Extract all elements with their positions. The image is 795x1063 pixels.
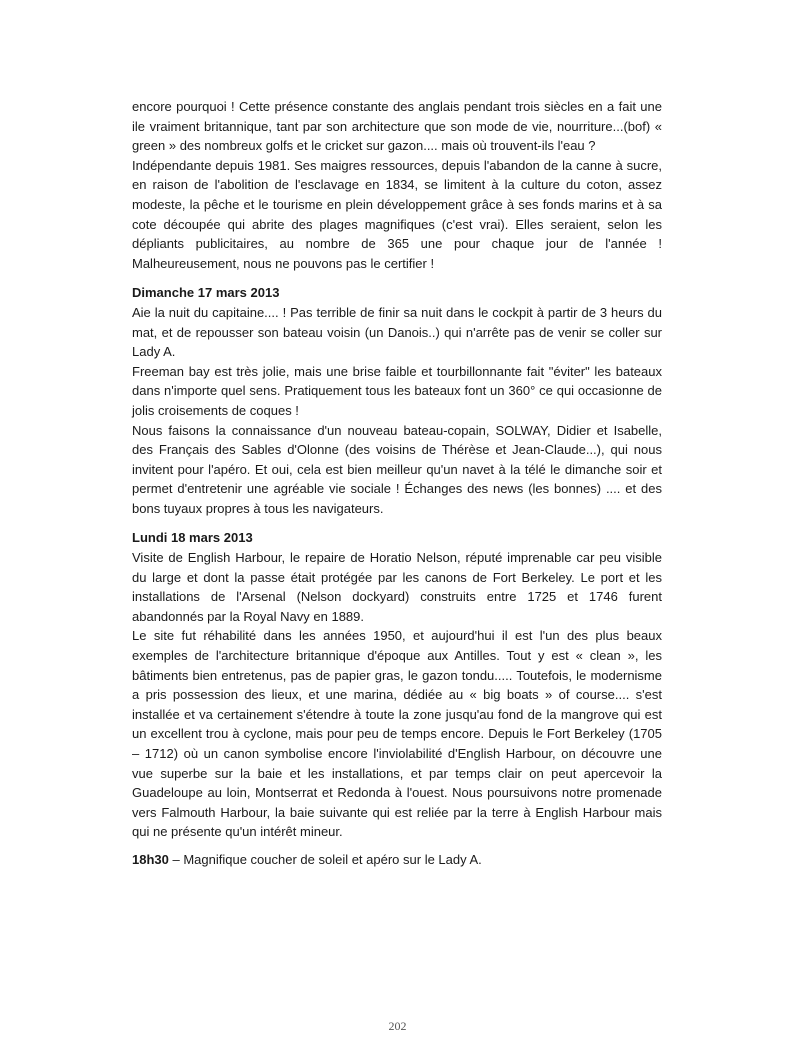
closing-text: – Magnifique coucher de soleil et apéro sur le Lady A.: [168, 851, 482, 867]
sunday-paragraph-1: Aie la nuit du capitaine.... ! Pas terrible de finir sa nuit dans le cockpit à partir de 3 heurs du mat, et de repousser son bateau voisin (un Danois..) qui n'arrête pas de venir se coller sur Lady A.: [132, 304, 662, 360]
sunday-paragraph-3: Nous faisons la connaissance d'un nouveau bateau-copain, SOLWAY, Didier et Isabelle, des Français des Sables d'Olonne (des voisins de Thérèse et Jean-Claude...), qui nous invitent pour l'apéro. Et oui, cela est bien meilleur qu'un navet à la télé le dimanche soir et permet d'entretenir une agréable vie sociale ! Échanges des news (les bonnes) .... et des bons tuyaux propres à tous les navigateurs.: [132, 422, 662, 516]
section-heading-monday: Lundi 18 mars 2013: [132, 530, 253, 546]
page-number: 202: [388, 1019, 407, 1033]
intro-paragraph-2: Indépendante depuis 1981. Ses maigres ressources, depuis l'abandon de la canne à sucre, en raison de l'abolition de l'esclavage en 1834, se limitent à la culture du coton, assez modeste, la pêche et le tourisme en plein développement grâce à ses fonds marins et à sa cote découpée qui abrite des plages magnifiques (c'est vrai). Elles seraient, selon les dépliants publicitaires, au nombre de 365 une pour chaque jour de l'année ! Malheureusement, nous ne pouvons pas le certifier !: [132, 157, 662, 271]
page-body: [132, 97, 662, 870]
closing-time: 18h30: [132, 851, 169, 867]
monday-paragraph-1: Visite de English Harbour, le repaire de Horatio Nelson, réputé imprenable car peu visible du large et dont la passe était protégée par les canons de Fort Berkeley. Le port et les installations de l'Arsenal (Nelson dockyard) construits entre 1725 et 1746 furent abandonnés par la Royal Navy en 1889.: [132, 550, 662, 624]
monday-paragraph-2: Le site fut réhabilité dans les années 1950, et aujourd'hui il est l'un des plus beaux exemples de l'architecture britannique d'époque aux Antilles. Tout y est « clean », les bâtiments bien entretenus, pas de papier gras, le gazon tondu..... Toutefois, le modernisme a pris possession des lieux, et une marina, dédiée au « big boats » of course.... s'est installée et va certainement s'étendre à toute la zone jusqu'au fond de la mangrove qui est un excellent trou à cyclone, mais pour peu de temps encore. Depuis le Fort Berkeley (1705 – 1712) où un canon symbolise encore l'inviolabilité d'English Harbour, on découvre une vue superbe sur la baie et les installations, et par temps clair on peut apercevoir la Guadeloupe au loin, Montserrat et Redonda à l'ouest. Nous poursuivons notre promenade vers Falmouth Harbour, la baie suivante qui est reliée par la terre à English Harbour mais qui ne présente qu'un intérêt mineur.: [132, 628, 662, 840]
closing-paragraph: [132, 850, 662, 870]
section-heading-sunday: Dimanche 17 mars 2013: [132, 285, 280, 301]
sunday-paragraph-2: Freeman bay est très jolie, mais une brise faible et tourbillonnante fait "éviter" les bateaux dans n'importe quel sens. Pratiquement tous les bateaux font un 360° ce qui occasionne de jolis croisements de coques !: [132, 363, 662, 418]
intro-paragraph-1: encore pourquoi ! Cette présence constante des anglais pendant trois siècles en a fait une ile vraiment britannique, tant par son architecture que son mode de vie, nourriture...(bof) « green » des nombreux golfs et le cricket sur gazon.... mais où trouvent-ils l'eau ?: [132, 99, 662, 154]
